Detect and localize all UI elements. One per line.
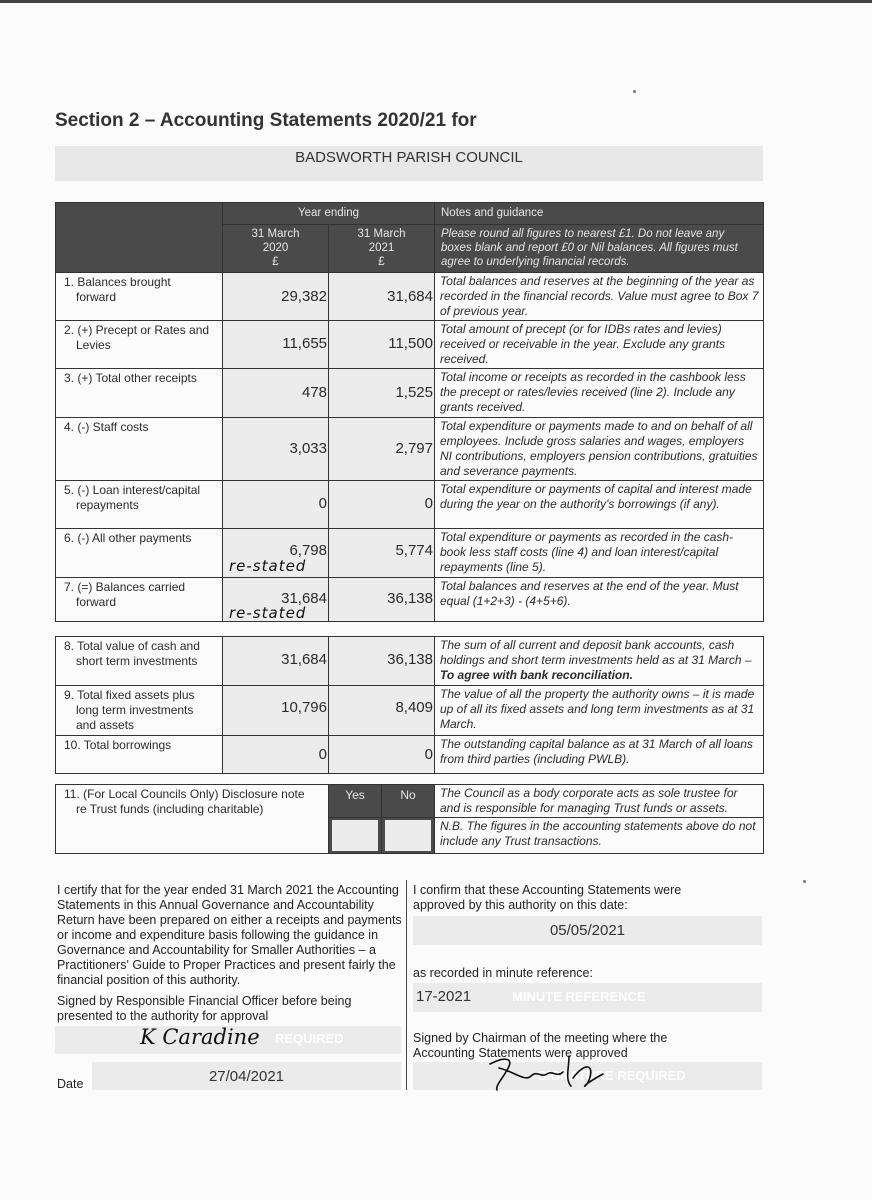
row-note: Total income or receipts as recorded in the cashbook less the precept or rates/levies received (line 2). Include any grants received. bbox=[435, 369, 764, 418]
no-header: No bbox=[382, 785, 435, 818]
value-2020-text: 3,033 bbox=[289, 440, 327, 457]
value-2021 bbox=[329, 481, 435, 529]
value-2021-text: 36,138 bbox=[387, 590, 433, 607]
row-label-line: and assets bbox=[76, 718, 135, 732]
row-note: Total expenditure or payments made to and on behalf of all employees. Include gross salaries and wages, employers NI contributions, employers pension contributions, gratuities and severance payments. bbox=[435, 418, 764, 481]
value-2021-text: 31,684 bbox=[387, 288, 433, 305]
trust-note: The Council as a body corporate acts as sole trustee for and is responsible for managing Trust funds or assets. bbox=[435, 785, 764, 818]
col-2020-line: £ bbox=[272, 256, 279, 268]
row-label bbox=[56, 481, 223, 529]
trust-funds-table bbox=[55, 784, 764, 854]
header-blank bbox=[56, 203, 223, 273]
col-2020-header bbox=[223, 225, 329, 273]
year-ending-header: Year ending bbox=[223, 203, 435, 225]
row-label bbox=[56, 637, 223, 686]
row-label bbox=[56, 578, 223, 622]
approval-confirm-text: I confirm that these Accounting Statements were approved by this authority on this date: bbox=[413, 883, 682, 912]
row-note-bold: To agree with bank reconciliation. bbox=[440, 668, 633, 682]
table-row bbox=[56, 321, 764, 369]
no-checkbox-cell bbox=[382, 818, 435, 854]
handwritten-restated-note: re-stated bbox=[229, 604, 307, 622]
yes-checkbox[interactable] bbox=[332, 820, 378, 851]
value-2021-text: 5,774 bbox=[395, 542, 433, 559]
page-title: Section 2 – Accounting Statements 2020/21 for bbox=[55, 110, 477, 131]
row-label-line: short term investments bbox=[76, 654, 198, 668]
table-row bbox=[56, 481, 764, 529]
col-2021-line: £ bbox=[378, 256, 385, 268]
minute-reference-placeholder: MINUTE REFERENCE bbox=[512, 989, 646, 1004]
row-note: Total amount of precept (or for IDBs rates and levies) received or receivable in the year. Exclude any grants received. bbox=[435, 321, 764, 369]
trust-nb-note: N.B. The figures in the accounting statements above do not include any Trust transactions. bbox=[435, 818, 764, 854]
value-2020-text: 0 bbox=[318, 495, 327, 512]
value-2021 bbox=[329, 273, 435, 321]
trust-label-line: re Trust funds (including charitable) bbox=[76, 802, 264, 816]
row-label-line: repayments bbox=[76, 498, 139, 512]
row-note bbox=[435, 637, 764, 686]
value-2021-text: 2,797 bbox=[395, 440, 433, 457]
value-2020 bbox=[223, 321, 329, 369]
value-2020-text: 10,796 bbox=[281, 699, 327, 716]
value-2021-text: 1,525 bbox=[395, 384, 433, 401]
row-label: 10. Total borrowings bbox=[56, 736, 223, 774]
value-2021-text: 0 bbox=[424, 495, 433, 512]
handwritten-restated-note: re-stated bbox=[229, 557, 307, 575]
value-2020 bbox=[223, 481, 329, 529]
row-label: 4. (-) Staff costs bbox=[56, 418, 223, 481]
assets-table bbox=[55, 636, 764, 774]
value-2020 bbox=[223, 736, 329, 774]
row-note-text: The sum of all current and deposit bank accounts, cash holdings and short term investments held as at 31 March – bbox=[440, 638, 752, 667]
row-label: 6. (-) All other payments bbox=[56, 529, 223, 578]
row-label: 3. (+) Total other receipts bbox=[56, 369, 223, 418]
date-label: Date bbox=[57, 1077, 84, 1091]
section-divider bbox=[406, 880, 407, 1090]
row-label bbox=[56, 686, 223, 736]
value-2020-text: 31,684 bbox=[281, 651, 327, 668]
scan-speck bbox=[803, 880, 806, 883]
value-2020 bbox=[223, 273, 329, 321]
row-note: Total balances and reserves at the end of the year. Must equal (1+2+3) - (4+5+6). bbox=[435, 578, 764, 622]
row-note: Total balances and reserves at the beginning of the year as recorded in the financial records. Value must agree to Box 7 of previous year. bbox=[435, 273, 764, 321]
row-label-line: 5. (-) Loan interest/capital bbox=[64, 483, 201, 497]
value-2020 bbox=[223, 418, 329, 481]
row-label-line: long term investments bbox=[76, 703, 194, 717]
value-2020 bbox=[223, 529, 329, 578]
row-note: Total expenditure or payments of capital and interest made during the year on the authority's borrowings (if any). bbox=[435, 481, 764, 529]
notes-guidance-text: Please round all figures to nearest £1. Do not leave any boxes blank and report £0 or Nil balances. All figures must agree to underlying financial records. bbox=[435, 225, 764, 273]
trust-label bbox=[56, 785, 329, 854]
approval-date-value: 05/05/2021 bbox=[549, 922, 626, 939]
col-2020-line: 31 March bbox=[251, 228, 300, 240]
col-2021-line: 31 March bbox=[357, 228, 406, 240]
value-2021-text: 0 bbox=[424, 746, 433, 763]
table-row bbox=[56, 529, 764, 578]
value-2020-text: 11,655 bbox=[282, 335, 327, 352]
yes-header: Yes bbox=[329, 785, 382, 818]
rfo-signed-text: Signed by Responsible Financial Officer before being presented to the authority for approval bbox=[57, 994, 352, 1023]
value-2020 bbox=[223, 637, 329, 686]
notes-header: Notes and guidance bbox=[435, 203, 764, 225]
value-2020 bbox=[223, 686, 329, 736]
value-2021 bbox=[329, 418, 435, 481]
scan-speck bbox=[633, 90, 636, 93]
table-row bbox=[56, 369, 764, 418]
row-label-line: 9. Total fixed assets plus bbox=[64, 688, 195, 702]
value-2020-text: 29,382 bbox=[281, 288, 327, 305]
row-label-line: 7. (=) Balances carried bbox=[64, 580, 186, 594]
row-label bbox=[56, 321, 223, 369]
row-label-line: 2. (+) Precept or Rates and bbox=[64, 323, 210, 337]
scan-top-edge bbox=[0, 0, 872, 3]
value-2020-text: 478 bbox=[301, 384, 327, 401]
value-2020 bbox=[223, 369, 329, 418]
value-2021-text: 8,409 bbox=[395, 699, 433, 716]
rfo-date-value: 27/04/2021 bbox=[208, 1068, 285, 1085]
value-2020-text: 6,798 bbox=[289, 542, 327, 559]
value-2021 bbox=[329, 686, 435, 736]
row-label-line: 8. Total value of cash and bbox=[64, 639, 200, 653]
row-label-line: 1. Balances brought bbox=[64, 275, 171, 289]
row-note: The outstanding capital balance as at 31 March of all loans from third parties (including PWLB). bbox=[435, 736, 764, 774]
rfo-signature: K Caradine bbox=[140, 1025, 260, 1049]
no-checkbox[interactable] bbox=[385, 820, 431, 851]
minute-reference-label: as recorded in minute reference: bbox=[413, 966, 593, 980]
row-label-line: Levies bbox=[76, 338, 111, 352]
col-2021-line: 2021 bbox=[368, 242, 395, 254]
table-row bbox=[56, 637, 764, 686]
value-2021 bbox=[329, 529, 435, 578]
row-note: Total expenditure or payments as recorded in the cash-book less staff costs (line 4) and loan interest/capital repayments (line 5). bbox=[435, 529, 764, 578]
minute-reference-value: 17-2021 bbox=[416, 988, 472, 1005]
rfo-certification-text: I certify that for the year ended 31 March 2021 the Accounting Statements in this Annual Governance and Accountability Return have been prepared on either a receipts and payments or income and expenditure basis following the guidance in Governance and Accountability for Smaller Authorities – a Practitioners' Guide to Proper Practices and present fairly the financial position of this authority. bbox=[57, 883, 402, 987]
table-row bbox=[56, 273, 764, 321]
accounting-statements-table bbox=[55, 202, 764, 622]
row-label-line: forward bbox=[76, 595, 117, 609]
chairman-signed-text: Signed by Chairman of the meeting where the Accounting Statements were approved bbox=[413, 1031, 668, 1060]
trust-label-line: 11. (For Local Councils Only) Disclosure note bbox=[64, 787, 305, 801]
chairman-signature-placeholder: SIGNATURE REQUIRED bbox=[538, 1068, 686, 1083]
value-2021 bbox=[329, 578, 435, 622]
yes-checkbox-cell bbox=[329, 818, 382, 854]
table-row bbox=[56, 418, 764, 481]
chairman-signature-scribble bbox=[485, 1052, 610, 1094]
rfo-signature-placeholder: REQUIRED bbox=[275, 1031, 344, 1046]
row-note: The value of all the property the authority owns – it is made up of all its fixed assets and long term investments as at 31 March. bbox=[435, 686, 764, 736]
value-2020 bbox=[223, 578, 329, 622]
value-2021 bbox=[329, 369, 435, 418]
row-label-line: forward bbox=[76, 290, 117, 304]
col-2021-header bbox=[329, 225, 435, 273]
table-row bbox=[56, 736, 764, 774]
table-row bbox=[56, 578, 764, 622]
value-2021 bbox=[329, 637, 435, 686]
value-2021-text: 11,500 bbox=[388, 335, 433, 352]
value-2020-text: 0 bbox=[318, 746, 327, 763]
council-name-field: BADSWORTH PARISH COUNCIL bbox=[55, 146, 763, 181]
value-2021 bbox=[329, 736, 435, 774]
value-2021-text: 36,138 bbox=[387, 651, 433, 668]
row-label bbox=[56, 273, 223, 321]
table-row bbox=[56, 686, 764, 736]
value-2021 bbox=[329, 321, 435, 369]
col-2020-line: 2020 bbox=[262, 242, 289, 254]
value-2020-text: 31,684 bbox=[281, 590, 327, 607]
